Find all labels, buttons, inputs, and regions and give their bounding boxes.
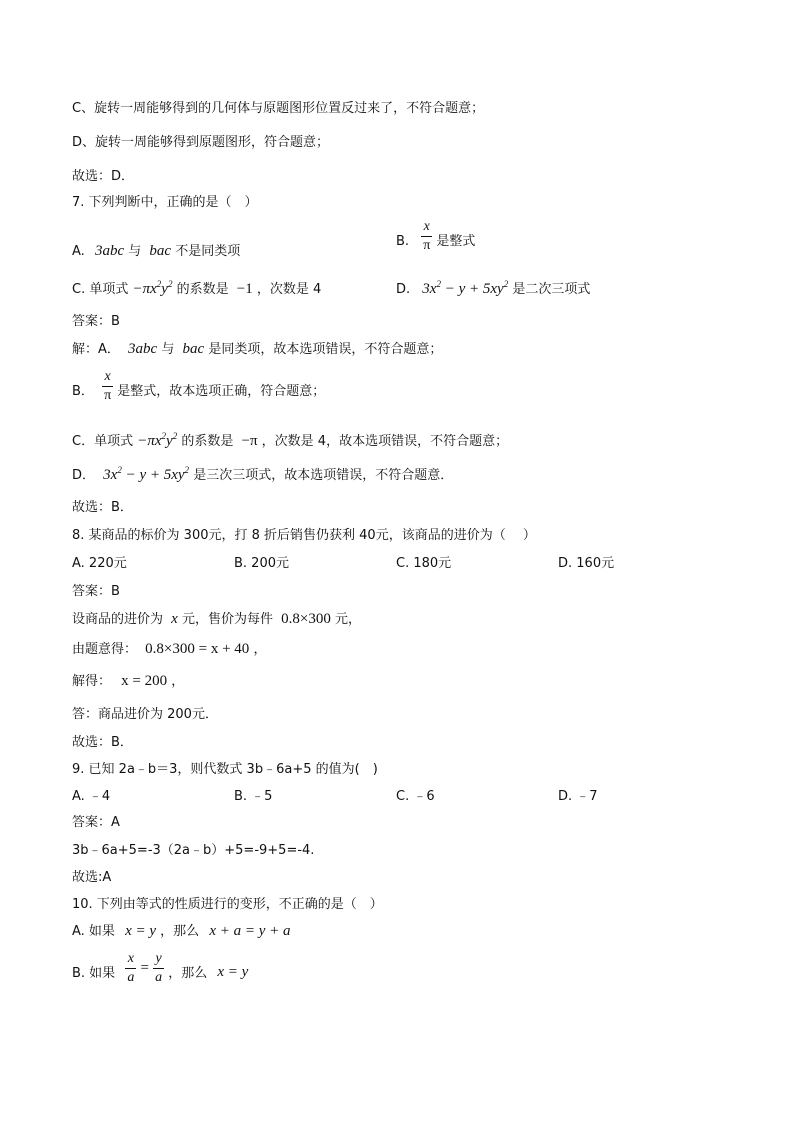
q7-answer: 答案：B bbox=[72, 314, 120, 329]
q8-option-b: B. 200元 bbox=[234, 556, 289, 571]
solution-d-text: 是三次三项式，故本选项错误，不符合题意． bbox=[193, 468, 454, 483]
question-10-stem: 10. 下列由等式的性质进行的变形，不正确的是（ ） bbox=[72, 897, 383, 912]
numerator: x bbox=[104, 369, 111, 384]
question-8-stem: 8. 某商品的标价为 300元，打 8 折后销售仍获利 40元，该商品的进价为（ ） bbox=[72, 528, 536, 543]
option-c-label: C. 单项式 bbox=[72, 282, 129, 297]
selection-line: 故选：D． bbox=[72, 169, 135, 184]
expr-x-eq-y: x = y bbox=[217, 964, 249, 980]
price-expr: 0.8×300 bbox=[281, 611, 331, 627]
option-a-label: A. bbox=[72, 244, 85, 259]
line-1-pre: 设商品的进价为 bbox=[72, 612, 164, 627]
result-expr: x = 200 bbox=[121, 673, 168, 689]
line-3-post: ， bbox=[171, 674, 185, 689]
solution-c-text: ，次数是 4，故本选项错误，不符合题意； bbox=[261, 434, 509, 449]
monomial-expr: $-\pi x^2y^2$ bbox=[132, 279, 173, 297]
expr-bac: bac bbox=[149, 243, 172, 259]
text-with: 与 bbox=[128, 244, 142, 259]
q7-solution-d bbox=[72, 464, 453, 484]
option-c-text1: 的系数是 bbox=[176, 282, 229, 297]
q8-answer: 答案：B bbox=[72, 584, 120, 599]
coef-value: −1 bbox=[236, 281, 253, 297]
line-1-post: 元， bbox=[334, 612, 361, 627]
equation-expr: 0.8×300 = x + 40 bbox=[145, 641, 250, 657]
fraction-y-over-a bbox=[153, 952, 164, 985]
numerator: x bbox=[127, 951, 134, 966]
solution-line-d: D、旋转一周能够得到原题图形，符合题意； bbox=[72, 135, 330, 150]
monomial-expr: $-\pi x^2y^2$ bbox=[137, 431, 178, 449]
solution-a-label: 解：A． bbox=[72, 342, 120, 357]
numerator: y bbox=[155, 951, 162, 966]
q7-solution-b bbox=[72, 370, 325, 403]
q7-option-a bbox=[72, 240, 240, 260]
q8-option-c: C. 180元 bbox=[396, 556, 452, 571]
solution-a-text: 是同类项，故本选项错误，不符合题意； bbox=[208, 342, 443, 357]
q8-selection: 故选：B． bbox=[72, 735, 133, 750]
expr-3abc: 3abc bbox=[94, 243, 125, 259]
question-7-stem: 7. 下列判断中，正确的是（ ） bbox=[72, 195, 258, 210]
q7-solution-a bbox=[72, 338, 442, 358]
option-b-label: B. bbox=[396, 234, 410, 249]
line-2-post: ， bbox=[253, 642, 267, 657]
denominator: a bbox=[127, 970, 135, 985]
q8-line-2 bbox=[72, 638, 266, 658]
q10-option-a bbox=[72, 920, 291, 940]
option-c-text2: ，次数是 4 bbox=[256, 282, 322, 297]
text-with: 与 bbox=[161, 342, 175, 357]
solution-c-mid: 的系数是 bbox=[181, 434, 234, 449]
polynomial-expr: $3x^2 - y + 5xy^2$ bbox=[422, 279, 509, 297]
solution-c-label: C．单项式 bbox=[72, 434, 134, 449]
q9-option-c: C. ﹣6 bbox=[396, 789, 435, 804]
fraction-x-over-a bbox=[125, 952, 136, 985]
line-3-pre: 解得： bbox=[72, 674, 112, 689]
fraction-x-over-pi bbox=[421, 220, 432, 253]
q8-line-4: 答：商品进价为 200元． bbox=[72, 707, 218, 722]
fraction-x-over-pi bbox=[102, 370, 113, 403]
q9-selection: 故选:A bbox=[72, 870, 112, 885]
q8-option-a: A. 220元 bbox=[72, 556, 127, 571]
variable-x: x bbox=[171, 611, 178, 627]
line-1-mid: 元，售价为每件 bbox=[181, 612, 273, 627]
option-d-label: D. bbox=[396, 282, 411, 297]
question-9-stem: 9. 已知 2a﹣b＝3，则代数式 3b﹣6a+5 的值为( ) bbox=[72, 762, 378, 777]
q9-option-a: A. ﹣4 bbox=[72, 789, 111, 804]
q10-option-b: B. 如果 $\frac{x}{a}$ = $\frac{y}{a}$ ，那么 x = y bbox=[72, 951, 249, 985]
option-a-label: A. 如果 bbox=[72, 924, 115, 939]
q9-option-d: D. ﹣7 bbox=[558, 789, 598, 804]
expr-3abc: 3abc bbox=[128, 341, 158, 357]
q8-line-3 bbox=[72, 670, 184, 690]
q7-option-c bbox=[72, 278, 321, 298]
q7-selection: 故选：B． bbox=[72, 500, 133, 515]
option-a-text: 不是同类项 bbox=[175, 244, 241, 259]
option-d-text: 是二次三项式 bbox=[512, 282, 591, 297]
denominator: π bbox=[423, 238, 431, 253]
expr-x-plus-a: x + a = y + a bbox=[209, 923, 291, 939]
option-b-label: B. 如果 bbox=[72, 966, 116, 981]
q9-work: 3b﹣6a+5=-3（2a﹣b）+5=-9+5=-4. bbox=[72, 843, 315, 858]
solution-line-c: C、旋转一周能够得到的几何体与原题图形位置反过来了，不符合题意； bbox=[72, 101, 485, 116]
solution-b-label: B． bbox=[72, 384, 94, 399]
numerator: x bbox=[423, 219, 430, 234]
option-b-text: 是整式 bbox=[436, 234, 476, 249]
q7-option-b bbox=[396, 220, 475, 253]
solution-d-label: D． bbox=[72, 468, 96, 483]
expr-x-eq-y: x = y bbox=[125, 923, 157, 939]
q8-option-d: D. 160元 bbox=[558, 556, 615, 571]
denominator: a bbox=[155, 970, 163, 985]
text-then: ，那么 bbox=[160, 924, 200, 939]
q9-option-b: B. ﹣5 bbox=[234, 789, 273, 804]
denominator: π bbox=[104, 388, 112, 403]
expr-bac: bac bbox=[182, 341, 205, 357]
q7-option-d bbox=[396, 278, 590, 298]
coef-value: −π bbox=[241, 433, 258, 449]
q9-answer: 答案：A bbox=[72, 815, 120, 830]
q8-line-1 bbox=[72, 608, 361, 628]
polynomial-expr: $3x^2 - y + 5xy^2$ bbox=[103, 465, 190, 483]
line-2-pre: 由题意得： bbox=[72, 642, 138, 657]
text-then: ，那么 bbox=[168, 966, 208, 981]
solution-b-text: 是整式，故本选项正确，符合题意； bbox=[117, 384, 326, 399]
q7-solution-c bbox=[72, 430, 508, 450]
